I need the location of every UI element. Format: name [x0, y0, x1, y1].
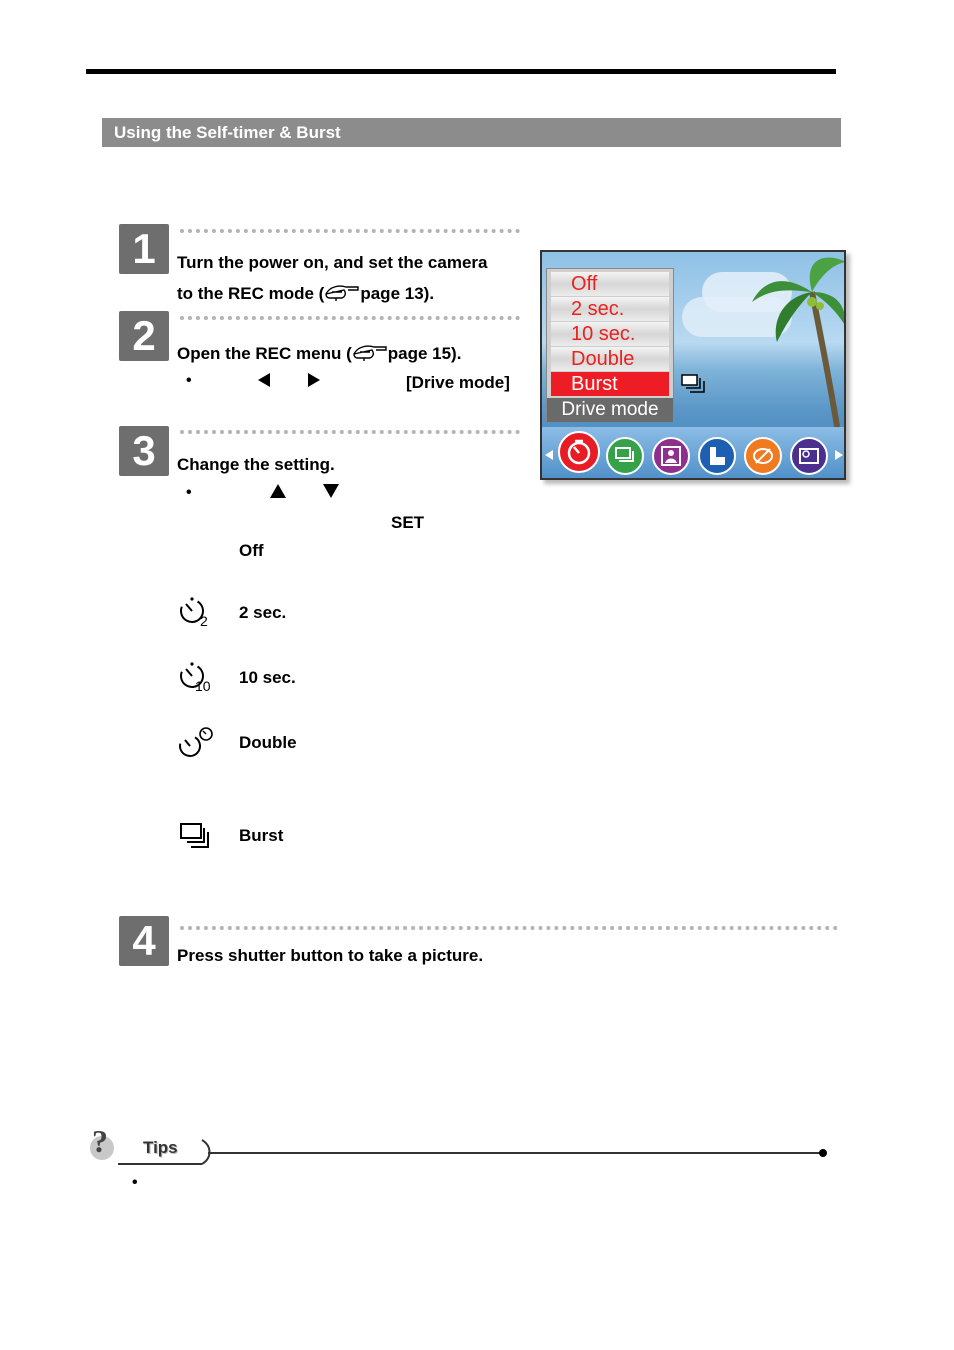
option-double: Double — [239, 733, 297, 752]
step-3-line-1: Change the setting. — [177, 455, 335, 474]
option-10-sec: 10 sec. — [239, 668, 296, 687]
header-rule — [86, 69, 836, 74]
bullet: • — [186, 484, 192, 501]
bullet: • — [186, 372, 192, 389]
burst-icon — [179, 822, 215, 850]
lcd-menu-item-2-sec[interactable]: 2 sec. — [551, 297, 669, 321]
drive-mode-menu — [546, 268, 674, 422]
burst-mode-icon[interactable] — [606, 437, 644, 475]
lcd-icon-bar — [542, 427, 844, 480]
right-arrow-icon — [306, 372, 322, 388]
step-number-3: 3 — [119, 426, 169, 476]
step-1-line-2 — [177, 282, 434, 308]
image-size-icon[interactable] — [698, 437, 736, 475]
step-number-1: 1 — [119, 224, 169, 274]
lcd-menu-title: Drive mode — [547, 398, 673, 422]
lcd-menu-item-burst[interactable]: Burst — [551, 372, 669, 396]
effect-icon[interactable] — [744, 437, 782, 475]
section-title: Using the Self-timer & Burst — [102, 118, 841, 147]
step-4-line-1: Press shutter button to take a picture. — [177, 946, 484, 965]
self-timer-2-icon — [178, 595, 214, 627]
option-off: Off — [239, 541, 264, 560]
down-arrow-icon — [322, 483, 340, 499]
option-burst: Burst — [239, 826, 284, 845]
lcd-menu-item-10-sec[interactable]: 10 sec. — [551, 322, 669, 346]
double-timer-icon — [178, 725, 216, 759]
step-divider — [180, 926, 838, 930]
set-label: SET — [391, 513, 425, 532]
up-arrow-icon — [269, 483, 287, 499]
step-number-4: 4 — [119, 916, 169, 966]
step-2-text-a: Open the REC menu ( — [177, 344, 352, 363]
camera-lcd-screen — [540, 250, 846, 480]
bullet: • — [132, 1174, 138, 1191]
option-2-sec: 2 sec. — [239, 603, 287, 622]
svg-text:10: 10 — [195, 678, 211, 692]
step-2-line-1 — [177, 342, 461, 368]
step-divider — [180, 316, 520, 320]
pointing-hand-icon — [352, 342, 388, 368]
date-stamp-icon[interactable] — [790, 437, 828, 475]
palm-tree-image — [742, 252, 846, 432]
step-1-text-a: to the REC mode ( — [177, 284, 325, 303]
left-arrow-icon[interactable] — [544, 449, 554, 461]
lcd-menu-item-off[interactable]: Off — [551, 272, 669, 296]
step-number-2: 2 — [119, 311, 169, 361]
lcd-menu-item-double[interactable]: Double — [551, 347, 669, 371]
self-timer-icon[interactable] — [558, 431, 600, 473]
step-divider — [180, 229, 520, 233]
step-1-text-b: page 13). — [360, 284, 435, 303]
step-2-text-b: page 15). — [387, 344, 462, 363]
tips-label: Tips — [143, 1138, 178, 1157]
burst-icon — [681, 373, 709, 395]
portrait-icon[interactable] — [652, 437, 690, 475]
self-timer-10-icon — [178, 660, 216, 692]
pointing-hand-icon — [324, 282, 360, 308]
right-arrow-icon[interactable] — [834, 449, 844, 461]
svg-text:2: 2 — [200, 613, 208, 627]
left-arrow-icon — [256, 372, 272, 388]
svg-text:?: ? — [92, 1124, 108, 1159]
step-divider — [180, 430, 520, 434]
drive-mode-label: [Drive mode] — [406, 373, 510, 392]
step-1-line-1: Turn the power on, and set the camera — [177, 253, 488, 272]
tips-rule — [116, 1136, 832, 1168]
